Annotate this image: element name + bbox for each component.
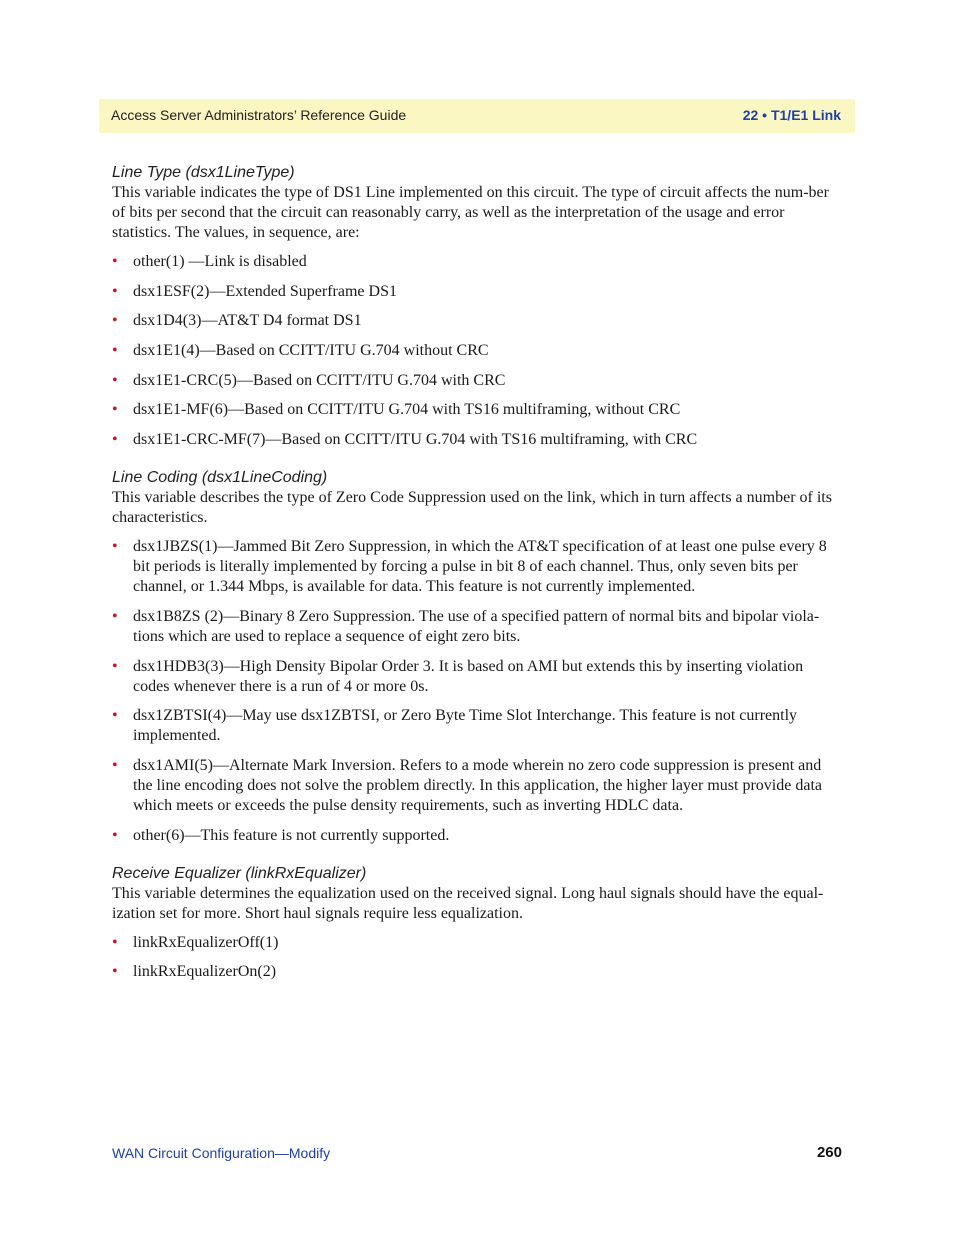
list-item: • linkRxEqualizerOff(1)	[112, 933, 279, 951]
section-line-coding	[112, 468, 842, 845]
bullet-icon: •	[112, 707, 118, 725]
bullet-icon: •	[112, 963, 118, 981]
header-guide-title: Access Server Administrators’ Reference Guide	[111, 107, 407, 123]
bullet-icon: •	[112, 401, 118, 419]
list-item: • dsx1ESF(2)—Extended Superframe DS1	[112, 282, 397, 300]
page-number: 260	[816, 1144, 842, 1161]
section-receive-equalizer	[112, 864, 842, 983]
bullet-icon: •	[112, 756, 118, 774]
section-heading: Receive Equalizer (linkRxEqualizer)	[112, 864, 367, 882]
section-heading: Line Coding (dsx1LineCoding)	[112, 469, 328, 487]
bullet-icon: •	[112, 431, 118, 449]
bullet-icon: •	[112, 253, 118, 270]
bullet-list	[112, 933, 842, 983]
list-item: • linkRxEqualizerOn(2)	[112, 963, 277, 981]
running-header	[99, 99, 855, 133]
bullet-icon: •	[112, 312, 118, 330]
list-item: • dsx1D4(3)—AT&T D4 format DS1	[112, 312, 362, 330]
bullet-icon: •	[112, 607, 118, 625]
list-item: • other(6)—This feature is not currently supported.	[112, 826, 450, 844]
list-item: • dsx1HDB3(3)—High Density Bipolar Order 3. It is based on AMI but extends this by inserting violation codes whenever there is a run of 4 or more 0s.	[112, 657, 804, 695]
list-item: • dsx1E1(4)—Based on CCITT/ITU G.704 without CRC	[112, 342, 489, 360]
bullet-icon: •	[112, 657, 118, 675]
bullet-icon: •	[112, 342, 118, 360]
header-chapter-title: 22 • T1/E1 Link	[742, 107, 841, 123]
bullet-icon: •	[112, 538, 118, 556]
page-content	[112, 163, 842, 1000]
footer-section-link[interactable]: WAN Circuit Configuration—Modify	[112, 1145, 331, 1161]
list-item: • dsx1ZBTSI(4)—May use dsx1ZBTSI, or Zero Byte Time Slot Interchange. This feature is not currently implemented.	[112, 707, 798, 745]
section-line-type	[112, 163, 842, 450]
list-item: • other(1) —Link is disabled	[112, 253, 307, 270]
bullet-icon: •	[112, 933, 118, 951]
list-item: • dsx1JBZS(1)—Jammed Bit Zero Suppression, in which the AT&T specification of at least one pulse every 8 bit periods is literally implemented by forcing a pulse in bit 8 of each channel. Thus, only seven bits per channel, or 1.344 Mbps, is available for data. This feature is not currently implemented.	[112, 538, 827, 596]
section-heading: Line Type (dsx1LineType)	[112, 164, 295, 181]
bullet-icon: •	[112, 371, 118, 389]
bullet-list	[112, 252, 842, 450]
section-body: This variable determines the equalization used on the received signal. Long haul signals should have the equal-ization set for more. Short haul signals require less equalization.	[112, 884, 824, 922]
section-body: This variable describes the type of Zero Code Suppression used on the link, which in turn affects a number of its characteristics.	[112, 489, 832, 527]
list-item: • dsx1E1-CRC(5)—Based on CCITT/ITU G.704 with CRC	[112, 371, 506, 389]
list-item: • dsx1AMI(5)—Alternate Mark Inversion. Refers to a mode wherein no zero code suppression is present and the line encoding does not solve the problem directly. In this application, the higher layer must provide data which meets or exceeds the pulse density requirements, such as inverting HDLC data.	[112, 756, 822, 814]
bullet-list	[112, 537, 842, 845]
bullet-icon: •	[112, 826, 118, 844]
list-item: • dsx1E1-CRC-MF(7)—Based on CCITT/ITU G.704 with TS16 multiframing, with CRC	[112, 431, 698, 449]
list-item: • dsx1B8ZS (2)—Binary 8 Zero Suppression. The use of a specified pattern of normal bits and bipolar viola-tions which are used to replace a sequence of eight zero bits.	[112, 607, 820, 645]
list-item: • dsx1E1-MF(6)—Based on CCITT/ITU G.704 with TS16 multiframing, without CRC	[112, 401, 681, 419]
bullet-icon: •	[112, 282, 118, 300]
section-body: This variable indicates the type of DS1 Line implemented on this circuit. The type of circuit affects the num-ber of bits per second that the circuit can reasonably carry, as well as the interpretation of the usage and error statistics. The values, in sequence, are:	[112, 184, 829, 241]
